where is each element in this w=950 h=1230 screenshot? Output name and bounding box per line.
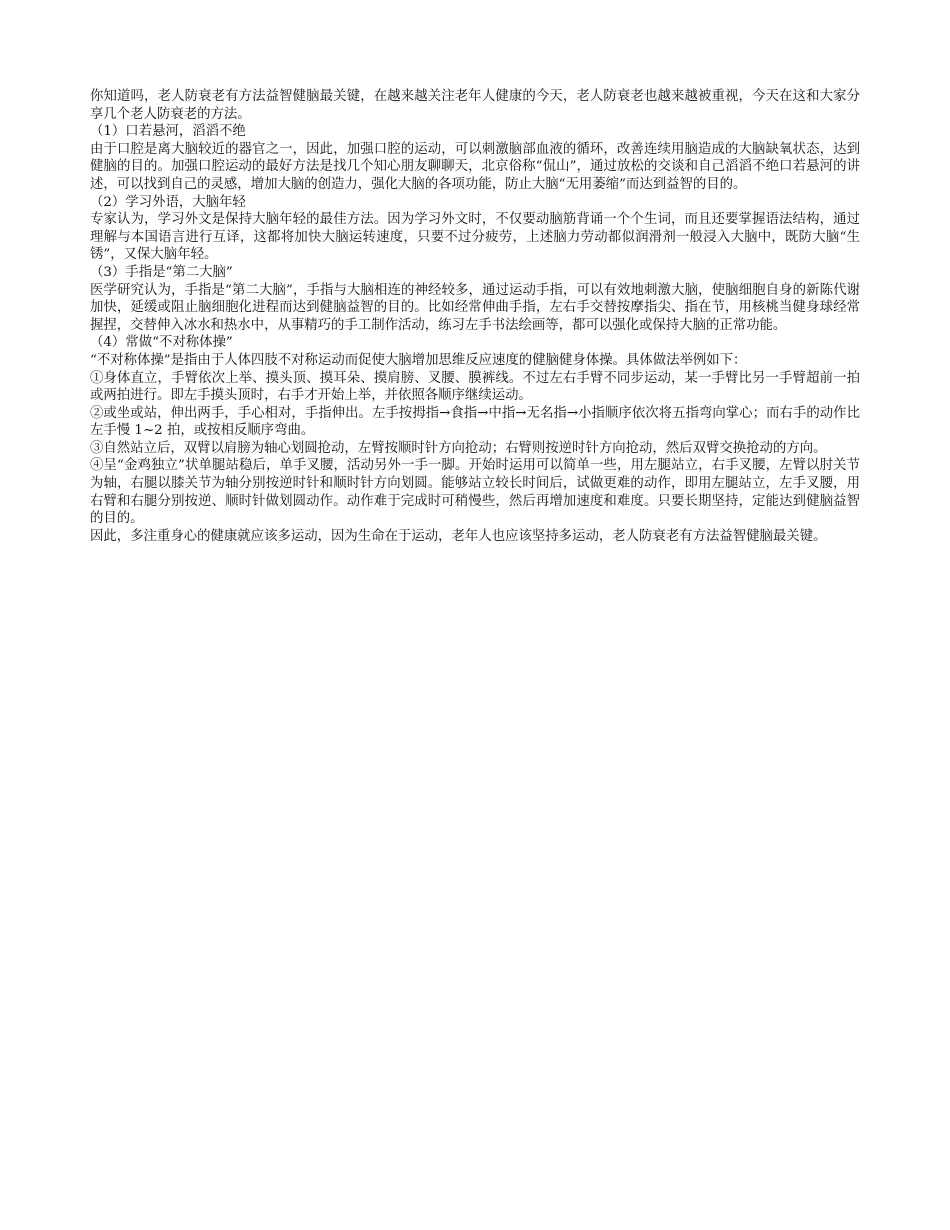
section-4-paragraph-intro: “不对称体操”是指由于人体四肢不对称运动而促使大脑增加思维反应速度的健脑健身体操。具体做法举例如下： <box>90 352 747 368</box>
section-3-heading: （3）手指是“第二大脑” <box>90 264 233 280</box>
exercise-step-3: ③自然站立后，双臂以肩膀为轴心划圆抢动，左臂按顺时针方向抢动；右臂则按逆时针方向抢动，然后双臂交换抢动的方向。 <box>90 440 827 456</box>
intro-paragraph: 你知道吗，老人防衰老有方法益智健脑最关键，在越来越关注老年人健康的今天，老人防衰老也越来越被重视，今天在这和大家分享几个老人防衰老的方法。 <box>90 89 860 122</box>
article-body <box>90 88 860 545</box>
section-1-heading: （1）口若悬河，滔滔不绝 <box>90 124 246 140</box>
conclusion-paragraph: 因此，多注重身心的健康就应该多运动，因为生命在于运动，老年人也应该坚持多运动，老人防衰老有方法益智健脑最关键。 <box>90 528 827 544</box>
exercise-step-2: ②或坐或站，伸出两手，手心相对，手指伸出。左手按拇指→食指→中指→无名指→小指顺序依次将五指弯向掌心；而右手的动作比左手慢 1~2 拍，或按相反顺序弯曲。 <box>90 405 860 439</box>
section-2-paragraph: 专家认为，学习外文是保持大脑年轻的最佳方法。因为学习外文时，不仅要动脑筋背诵一个个生词，而且还要掌握语法结构，通过理解与本国语言进行互译，这都将加快大脑运转速度，只要不过分疲劳，上述脑力劳动都似润滑剂一般浸入大脑中，既防大脑“生锈”，又保大脑年轻。 <box>90 212 860 263</box>
section-4-heading: （4）常做“不对称体操” <box>90 335 233 351</box>
exercise-step-4: ④呈“金鸡独立”状单腿站稳后，单手叉腰，活动另外一手一脚。开始时运用可以简单一些，用左腿站立，右手叉腰，左臂以肘关节为轴，右腿以膝关节为轴分别按逆时针和顺时针方向划圆。能够站立较长时间后，试做更难的动作，即用左腿站立，左手叉腰，用右臂和右腿分别按逆、顺时针做划圆动作。动作难于完成时可稍慢些，然后再增加速度和难度。只要长期坚持，定能达到健脑益智的目的。 <box>90 458 860 527</box>
exercise-step-1: ①身体直立，手臂依次上举、摸头顶、摸耳朵、摸肩膀、叉腰、膜裤线。不过左右手臂不同步运动，某一手臂比另一手臂超前一拍或两拍进行。即左手摸头顶时，右手才开始上举，并依照各顺序继续运动。 <box>90 370 860 404</box>
section-2-heading: （2）学习外语，大脑年轻 <box>90 194 246 210</box>
section-1-paragraph: 由于口腔是离大脑较近的器官之一，因此，加强口腔的运动，可以刺激脑部血液的循环，改善连续用脑造成的大脑缺氧状态，达到健脑的目的。加强口腔运动的最好方法是找几个知心朋友聊聊天，北京俗称“侃山”，通过放松的交谈和自己滔滔不绝口若悬河的讲述，可以找到自己的灵感，增加大脑的创造力，强化大脑的各项功能，防止大脑“无用萎缩”而达到益智的目的。 <box>90 141 860 192</box>
section-3-paragraph: 医学研究认为，手指是“第二大脑”，手指与大脑相连的神经较多，通过运动手指，可以有效地刺激大脑，使脑细胞自身的新陈代谢加快，延缓或阻止脑细胞化进程而达到健脑益智的目的。比如经常伸曲手指，左右手交替按摩指尖、指在节，用核桃当健身球经常握捏，交替伸入冰水和热水中，从事精巧的手工制作活动，练习左手书法绘画等，都可以强化或保持大脑的正常功能。 <box>90 282 860 333</box>
